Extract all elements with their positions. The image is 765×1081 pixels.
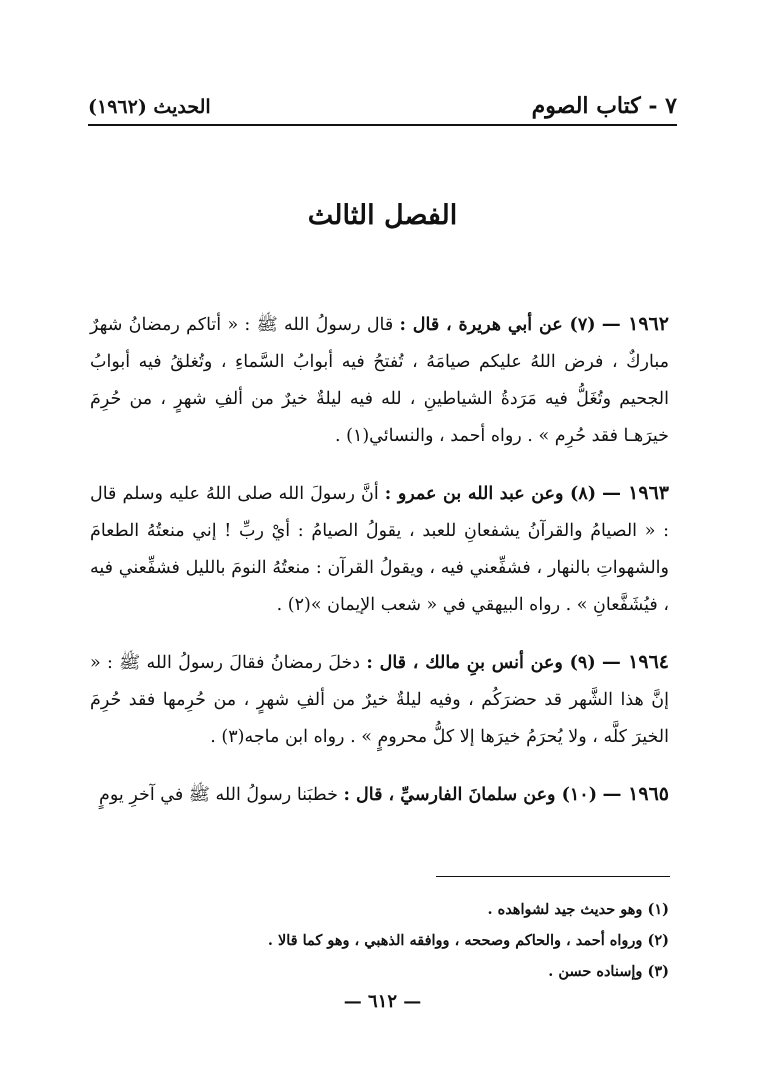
hadith-narrator: (١٠) وعن سلمانَ الفارسيِّ ، قال : xyxy=(343,785,597,805)
hadith-1963 xyxy=(90,475,669,624)
footnote-1: (١) وهو حديث جيد لشواهده . xyxy=(487,901,669,918)
footnote-2: (٢) ورواه أحمد ، والحاكم وصححه ، ووافقه الذهبي ، وهو كما قالا . xyxy=(267,932,669,949)
hadith-number: ١٩٦٢ — xyxy=(601,313,669,335)
hadith-text: خطبَنا رسولُ الله ﷺ في آخرِ يومٍ xyxy=(99,785,338,805)
running-header xyxy=(88,84,677,124)
hadith-1964 xyxy=(90,644,669,756)
hadith-narrator: (٧) عن أبي هريرة ، قال : xyxy=(399,315,596,335)
hadith-list xyxy=(90,306,669,834)
hadith-text: قال رسولُ الله ﷺ : « أتاكم رمضانُ شهرٌ مباركٌ ، فرض اللهُ عليكم صيامَهُ ، تُفتحُ فيه أبوابُ السَّماءِ ، وتُغلقُ فيه أبوابُ الجحيم وتُغَلُّ فيه مَرَدةُ الشياطينِ ، لله فيه ليلةٌ خيرٌ من ألفِ شهرٍ ، من حُرِمَ خيرَهـا فقد حُرِم » . رواه أحمد ، والنسائي(١) . xyxy=(90,315,669,446)
section-title: الفصل الثالث xyxy=(307,200,458,231)
chapter-title: ٧ - كتاب الصوم xyxy=(531,93,677,119)
hadith-1965 xyxy=(90,776,669,814)
footnotes xyxy=(100,894,669,987)
hadith-number: ١٩٦٣ — xyxy=(602,482,669,504)
hadith-text: دخلَ رمضانُ فقالَ رسولُ الله ﷺ : « إنَّ هذا الشَّهر قد حضرَكُم ، وفيه ليلةٌ خيرٌ من ألفِ شهرٍ ، من حُرِمها فقد حُرِمَ الخيرَ كلَّه ، ولا يُحرَمُ خيرَها إلا كلُّ محرومٍ » . رواه ابن ماجه(٣) . xyxy=(90,653,669,747)
footnote-3: (٣) وإسناده حسن . xyxy=(548,963,669,980)
hadith-range: الحديث (١٩٦٢) xyxy=(88,96,211,118)
hadith-text: أنَّ رسولَ الله صلى اللهُ عليه وسلم قال : « الصيامُ والقرآنُ يشفعانِ للعبد ، يقولُ الصيامُ : أيْ ربِّ ! إني منعتُهُ الطعامَ والشهواتِ بالنهار ، فشفِّعني فيه ، ويقولُ القرآن : منعتُهُ النومَ بالليل فشفِّعني فيه ، فيُشَفَّعانِ » . رواه البيهقي في « شعب الإيمان »(٢) . xyxy=(90,484,669,615)
hadith-number: ١٩٦٥ — xyxy=(602,783,669,805)
header-rule xyxy=(88,124,677,126)
hadith-narrator: (٩) وعن أنس بنِ مالك ، قال : xyxy=(366,653,596,673)
page-number: — ٦١٢ — xyxy=(343,991,422,1012)
footnote-rule xyxy=(436,876,670,877)
hadith-1962 xyxy=(90,306,669,455)
hadith-number: ١٩٦٤ — xyxy=(601,651,669,673)
hadith-narrator: (٨) وعن عبد الله بن عمرو : xyxy=(384,484,596,504)
